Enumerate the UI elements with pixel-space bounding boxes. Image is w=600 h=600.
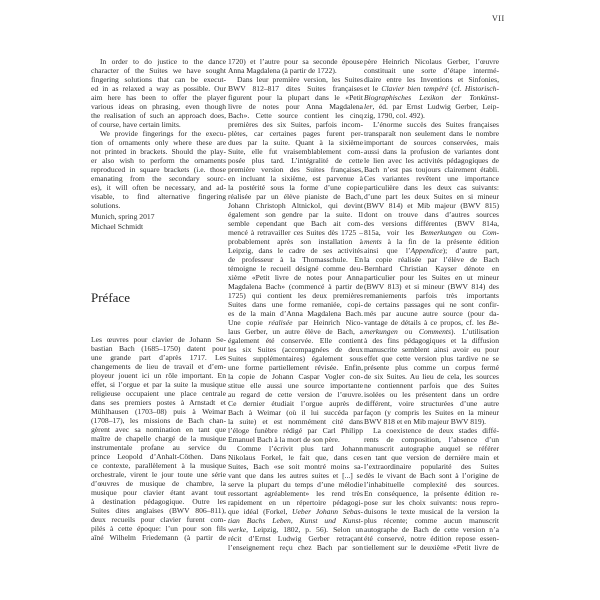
text-line: à destination pédagogique. Outre les [91,497,226,506]
text-line: Anna Magdalena (à partir de 1722). [228,66,337,75]
text-line: façon (y compris les Suites en la mineur [364,408,499,417]
text-line: prince Leopold d’Anhalt-Cöthen. Dans [91,452,226,461]
text-line: la copie réalisée par l’élève de Bach [364,255,499,264]
text-line: stitue elle aussi une source importante [228,381,363,390]
text-line: En conséquence, la présente édition re- [364,489,499,498]
text-segment: (cf. [448,84,465,93]
english-note-column [91,57,226,210]
text-line: dans ses premiers postes à Arnstadt et [91,398,226,407]
paragraph [364,426,499,552]
text-line: au regard de cette version de l’œuvre. [228,390,363,399]
text-line: important de sources conservées, mais [364,138,499,147]
italic-text: Bemerkungen [420,228,462,237]
text-line: ce contexte, parallèlement à la musique [91,461,226,470]
italic-text: Ueber Johann Sebas- [292,507,363,516]
text-line: er also wish to perform the ornaments [91,156,226,165]
paragraph [91,129,226,210]
text-segment: , Leipzig, 1802, p. 56). Selon un [246,525,363,534]
text-segment: ou [461,228,483,237]
text-line: religieuse occupaient une place centrale [91,389,226,398]
text-line [228,525,363,534]
paragraph [91,57,226,129]
text-line: diaire entre les Inventions et Sinfonies, [364,75,499,84]
text-line: Bach à Weimar (où il lui succéda par [228,408,363,417]
text-line: xième «Petit livre de notes pour Anna [228,273,363,282]
paragraph [228,444,363,552]
text-line: Suite, elle fut vraisemblablement com- [228,147,363,156]
text-line: solutions. [91,201,121,210]
text-line: également été conservée. Elle contient [228,336,363,345]
text-line: aussi dans la profusion de variantes dont [364,147,499,156]
place-date: Munich, spring 2017 [91,212,155,221]
text-line: rapidement en un répertoire pédagogi- [228,498,363,507]
text-line: constituait une sorte d’étape intermé- [364,66,499,75]
text-line: une grande part d’après 1717. Les [91,353,226,362]
text-line: été conservé, notre édition repose essen- [364,534,499,543]
italic-text: werke [228,525,247,534]
text-segment: ). L’utilisation [450,327,499,336]
italic-text: Biographisches Lexikon der Tonkünst- [364,93,499,102]
text-line: ed in as relaxed a way as possible. Our [91,84,226,93]
italic-text: tian Bachs Leben, Kunst und Kunst- [228,516,363,525]
paragraph [228,75,363,444]
text-line [364,84,499,93]
text-line: Magdalena Bach» (commencé à partir de [228,282,363,291]
text-line: de certains passages qui ne sont confir- [364,300,499,309]
text-line: posée plus tard. L’intégralité de cette [228,156,363,165]
text-line: la copie de Johann Caspar Vogler con- [228,372,363,381]
text-line: Suites supplémentaires) également sous [228,354,363,363]
text-line: le lien avec les activités pédagogiques de [364,156,499,165]
text-line: visable, to find alternative fingering [91,192,226,201]
text-line: tion of ornaments only where these are [91,138,226,147]
page-number: VII [492,14,505,23]
text-line: We provide fingerings for the execu- [100,129,226,138]
text-line: récit d’Ernst Ludwig Gerber retraçant [228,534,363,543]
text-line: réalisée par un élève pianiste de Bach, [228,192,363,201]
preface-column-right [364,57,499,552]
paragraph [91,335,226,542]
text-line: une forme partiellement révisée. Enfin, [228,363,363,372]
text-line: laus Gerber, un autre élève de Bach, a [228,327,363,336]
text-line: à des fins pédagogiques et la diffusion [364,336,499,345]
paragraph [364,120,499,426]
text-line: instrumentale profane au service du [91,443,226,452]
text-segment: 815a, voir les [364,228,421,237]
text-line [228,318,363,327]
text-line: Les œuvres pour clavier de Johann Se- [91,335,226,344]
text-line: character of the Suites we have sought [91,66,226,75]
text-line [364,237,499,246]
text-segment: Une copie [228,318,269,327]
text-line: père Heinrich Nicolaus Gerber, l’œuvre [364,57,499,66]
italic-text: Historisch- [464,84,499,93]
text-line: semble cependant que Bach ait com- [228,219,363,228]
italic-text: Appendice [410,246,443,255]
text-line [364,327,499,336]
text-line: l’extraordinaire popularité des Suites [364,462,499,471]
text-line: la postérité sous la forme d’une copie [228,183,363,192]
text-line [364,228,499,237]
preface-heading: Préface [91,290,130,305]
text-line: (BWV 813) et si mineur (BWV 814) des [364,282,499,291]
text-line: aîné Wilhelm Friedemann (à partir de [91,533,226,542]
text-line: vant que dans les autres suites et [...] se [228,471,363,480]
text-line [364,246,499,255]
paragraph [364,57,499,120]
text-line: pilés à cette époque: l’un pour son fils [91,524,226,533]
text-line: (BWV 814) et Mib majeur (BWV 815) [364,201,499,210]
text-line: orchestrale, virent le jour toute une série [91,470,226,479]
italic-text: ler [364,102,373,111]
text-line: en tant que version de dernière main et [364,453,499,462]
text-line: of course, have certain limits. [91,120,181,129]
text-segment: à la fin de la présente édition [381,237,499,246]
text-line: l’enseignement reçu chez Bach par son [228,543,363,552]
text-line: les six Suites (accompagnées de deux [228,345,363,354]
text-line: In order to do justice to the dance [100,57,226,66]
text-line: Bach». Cette source contient les cinq [228,111,363,120]
text-line: Mühlhausen (1703–08) puis à Weimar [91,407,226,416]
text-line: de six Suites. Au lieu de cela, les sources [364,372,499,381]
text-line: plus récente; comme aucun manuscrit [364,516,499,525]
text-segment: ou [397,327,419,336]
text-line: various ideas on phrasing, even though [91,102,226,111]
text-line: mencé à retravailler ces Suites dès 1725 – [228,228,363,237]
text-line: deux recueils pour clavier furent com- [91,515,226,524]
text-line: de professeur à la Thomasschule. En [228,255,363,264]
text-line: témoigne le recueil désigné comme deu- [228,264,363,273]
text-line: Nikolaus Forkel, le fait que, dans ces [228,453,363,462]
italic-text: Comments [418,327,451,336]
text-line: livre de notes pour Anna Magdalena [228,102,363,111]
text-line: manuscrit autographe auquel se référer [364,444,499,453]
text-line: L’énorme succès des Suites françaises [373,120,499,129]
text-line [228,516,363,525]
text-line [364,93,499,102]
text-line: the realisation of such an approach does, [91,111,226,120]
text-line: la suite) et est nommément cité dans [228,417,363,426]
text-line: serve la plupart du temps d’une mélodie [228,480,363,489]
text-line: d’œuvres de musique de chambre, la [91,479,226,488]
text-line: des versions différentes (BWV 814a, [364,219,499,228]
text-line: ressortant agréablement» les rend très [228,489,363,498]
text-line: rents de composition, l’absence d’un [364,435,499,444]
italic-text: Clavier bien tempéré [381,84,449,93]
text-line [228,507,363,516]
text-line: La coexistence de deux stades diffé- [373,426,499,435]
text-line: BWV 818 et en Mib majeur BWV 819). [364,417,487,426]
text-line: transparaît non seulement dans le nombre [364,129,499,138]
italic-text: Be- [488,318,499,327]
text-line [364,318,499,327]
italic-text: Com- [482,228,499,237]
text-line: également son gendre par la suite. Il [228,210,363,219]
text-line: Ce dernier étudiait l’orgue auprès de [228,399,363,408]
text-segment: , éd. par Ernst Ludwig Gerber, Leip- [372,102,499,111]
text-segment: par Heinrich Nico- [292,318,363,327]
text-line: présente plus comme un corpus fermé [364,363,499,372]
text-line: effet que cette version plus tardive ne se [364,354,499,363]
text-line: particulière dans les deux cas suivants: [364,183,499,192]
paragraph [228,57,363,75]
text-line: dès le vivant de Bach sont à l’origine de [364,471,499,480]
text-line: Suites, Bach «se soit montré moins sa- [228,462,363,471]
italic-text: réalisée [268,318,293,327]
text-segment: vantage de détails à ce propos, cf. les [364,318,489,327]
text-line: (1708–17), les missions de Bach chan- [91,416,226,425]
text-line: Johann Christoph Altnickol, qui devint [228,201,363,210]
preface-column-middle [228,57,363,552]
text-line [364,102,499,111]
text-line: l’inhabituelle complexité des sources. [364,480,499,489]
text-line: manuscrite semblent ainsi avoir eu pour [364,345,499,354]
text-line: plètes, car certaines pages furent per- [228,129,363,138]
text-line: différent, voire structurées d’une autre [364,399,499,408]
text-line: autographe de Bach de cette version n’a [364,525,499,534]
signature-block [91,212,155,232]
text-line: Emanuel Bach à la mort de son père. [228,435,340,444]
text-line: d’une part les deux Suites en si mineur [364,192,499,201]
text-line: ne contiennent parfois que des Suites [364,381,499,390]
text-line: l’éloge funèbre rédigé par Carl Philipp [228,426,363,435]
italic-text: merkungen [364,327,398,336]
text-line: ployeur jouent ici un rôle important. En [91,371,226,380]
text-segment: ainsi que l’ [364,246,411,255]
text-segment: que idéal (Forkel, [228,507,293,516]
italic-text: ments [364,237,382,246]
preface-column-left [91,335,226,542]
text-line: gèrent avec sa nomination en tant que [91,425,226,434]
text-line: Suites dites anglaises (BWV 806–811), [91,506,226,515]
text-line: dont on trouve dans d’autres sources [364,210,499,219]
text-segment: ); d’autre part, [442,246,499,255]
text-line: fingering solutions that can be execut- [91,75,226,84]
text-line: Dans leur première version, les Suites [237,75,363,84]
text-line: probablement après son installation à [228,237,363,246]
text-line: aim here has been to offer the player [91,93,226,102]
text-line: BWV 812–817 dites Suites françaises [228,84,363,93]
text-line: emanating from the secondary sourc- [91,174,226,183]
text-line: bastian Bach (1685–1750) datent pour [91,344,226,353]
text-line: not printed in brackets. Should the play- [91,147,226,156]
text-line: isolées ou les présentent dans un ordre [364,390,499,399]
text-line: maître de chapelle chargé de la musique [91,434,226,443]
text-line: Ces variantes revêtent une importance [364,174,499,183]
text-line: 1725) qui contient les deux premières [228,291,363,300]
text-line: remaniements parfois très importants [364,291,499,300]
text-line: figurent pour la plupart dans le «Petit [228,93,363,102]
text-line: reproduced in square brackets (i.e. those [91,165,226,174]
text-line: en incluant la sixième, est parvenue à [228,174,363,183]
text-line: Comme l’écrivit plus tard Johann [237,444,363,453]
text-line: Leipzig, dans le cadre de ses activités [228,246,363,255]
text-line: musique pour clavier étant avant tout [91,488,226,497]
author-name: Michael Schmidt [91,222,144,231]
text-line: tiellement sur le deuxième «Petit livre de [364,543,499,552]
text-line: particulier pour les Suites en ut mineur [364,273,499,282]
text-line: es de la main d’Anna Magdalena Bach. [228,309,363,318]
text-line: 1720) et l’autre pour sa seconde épouse [228,57,363,66]
text-line: més par aucune autre source (pour da- [364,309,499,318]
text-line: Bach n’est pas toujours clairement établi. [364,165,499,174]
text-segment: et le [364,84,382,93]
text-line: Bernhard Christian Kayser dénote en [364,264,499,273]
text-line: premières des six Suites, parfois incom- [228,120,363,129]
text-line: première version des Suites françaises, [228,165,363,174]
text-line: changements de lieu de travail et d’em- [91,362,226,371]
text-line: dues par la suite. Quant à la sixième [228,138,363,147]
text-line: es), it will often be necessary, and ad- [91,183,226,192]
text-line: Suites dans une forme remaniée, copi- [228,300,363,309]
text-line: zig, 1790, col. 492). [364,111,425,120]
text-line: pose sur les choix suivants: nous repro- [364,498,499,507]
text-line: effet, si l’orgue et par la suite la musique [91,380,226,389]
text-line: duisons le texte musical de la version la [364,507,499,516]
